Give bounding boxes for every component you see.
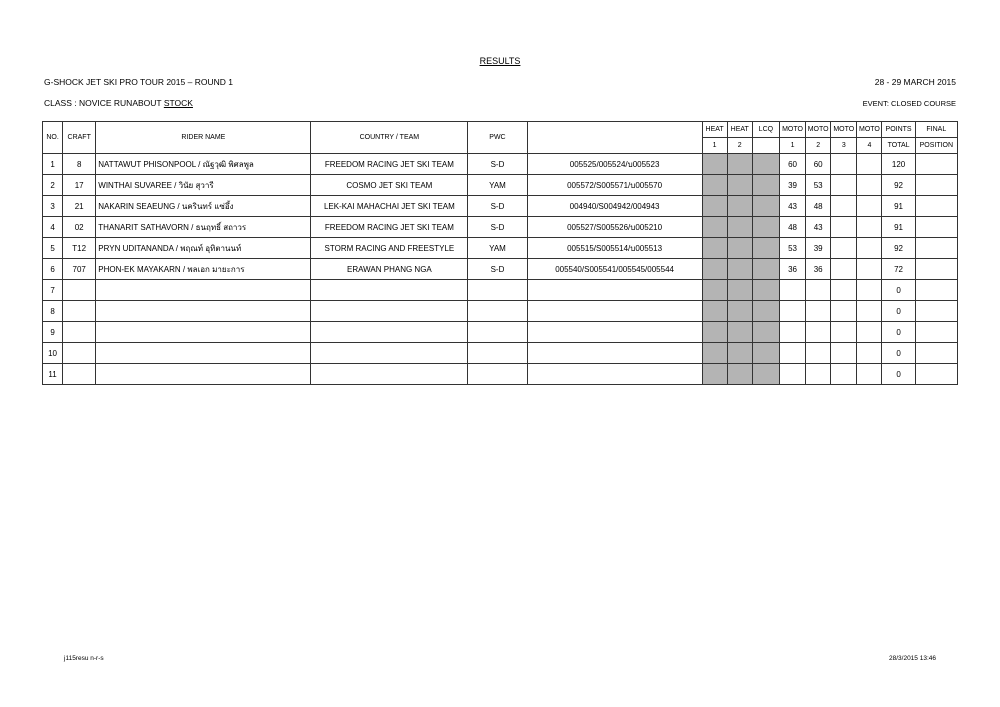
cell-pwc: S-D (468, 217, 527, 238)
cell-moto-3 (831, 238, 857, 259)
cell-final-position (915, 175, 957, 196)
cell-moto-2 (806, 364, 831, 385)
cell-heat-1 (702, 259, 727, 280)
cell-rider (96, 280, 311, 301)
cell-points-total: 0 (882, 280, 915, 301)
cell-no: 9 (43, 322, 63, 343)
cell-moto-1: 39 (779, 175, 805, 196)
table-row (43, 154, 958, 175)
cell-final-position (915, 301, 957, 322)
cell-points-total: 92 (882, 175, 915, 196)
cell-lcq (752, 175, 779, 196)
footer-timestamp: 28/3/2015 13:46 (889, 655, 936, 662)
footer-file: j115resu n-r-s (64, 655, 104, 662)
cell-moto-4 (857, 301, 882, 322)
cell-heat-2 (727, 343, 752, 364)
cell-craft (63, 364, 96, 385)
cell-serial: 005525/005524/บ005523 (527, 154, 702, 175)
cell-moto-3 (831, 364, 857, 385)
header-lcq: LCQ (752, 122, 779, 138)
event-name: G-SHOCK JET SKI PRO TOUR 2015 – ROUND 1 (44, 77, 233, 87)
table-row (43, 322, 958, 343)
cell-moto-1: 60 (779, 154, 805, 175)
cell-lcq (752, 154, 779, 175)
cell-heat-1 (702, 238, 727, 259)
header-heat-1: HEAT (702, 122, 727, 138)
cell-serial: 005540/S005541/005545/005544 (527, 259, 702, 280)
cell-no: 7 (43, 280, 63, 301)
cell-moto-4 (857, 364, 882, 385)
cell-team: COSMO JET SKI TEAM (311, 175, 468, 196)
cell-serial (527, 322, 702, 343)
cell-serial (527, 364, 702, 385)
header-rider: RIDER NAME (96, 122, 311, 154)
cell-final-position (915, 322, 957, 343)
cell-lcq (752, 196, 779, 217)
cell-moto-4 (857, 175, 882, 196)
cell-team: ERAWAN PHANG NGA (311, 259, 468, 280)
header-no: NO. (43, 122, 63, 154)
cell-points-total: 0 (882, 301, 915, 322)
cell-rider: PHON-EK MAYAKARN / พลเอก มายะการ (96, 259, 311, 280)
cell-heat-2 (727, 238, 752, 259)
header-row-1 (43, 122, 958, 138)
cell-heat-1 (702, 217, 727, 238)
table-row (43, 196, 958, 217)
cell-heat-1 (702, 343, 727, 364)
cell-craft (63, 322, 96, 343)
cell-heat-2 (727, 364, 752, 385)
cell-serial: 004940/S004942/004943 (527, 196, 702, 217)
cell-no: 10 (43, 343, 63, 364)
cell-moto-3 (831, 196, 857, 217)
cell-craft (63, 280, 96, 301)
cell-moto-2: 43 (806, 217, 831, 238)
cell-rider (96, 343, 311, 364)
cell-lcq (752, 217, 779, 238)
table-row (43, 301, 958, 322)
cell-pwc (468, 280, 527, 301)
cell-points-total: 72 (882, 259, 915, 280)
cell-no: 11 (43, 364, 63, 385)
cell-team: LEK-KAI MAHACHAI JET SKI TEAM (311, 196, 468, 217)
header-moto-2-num: 2 (806, 138, 831, 154)
cell-moto-4 (857, 343, 882, 364)
cell-moto-2 (806, 301, 831, 322)
header-country: COUNTRY / TEAM (311, 122, 468, 154)
table-row (43, 259, 958, 280)
cell-final-position (915, 154, 957, 175)
cell-pwc (468, 364, 527, 385)
cell-no: 3 (43, 196, 63, 217)
cell-craft: T12 (63, 238, 96, 259)
cell-final-position (915, 343, 957, 364)
cell-final-position (915, 196, 957, 217)
cell-heat-1 (702, 364, 727, 385)
cell-no: 8 (43, 301, 63, 322)
header-moto-4-num: 4 (857, 138, 882, 154)
cell-points-total: 0 (882, 343, 915, 364)
header-moto-4: MOTO (857, 122, 882, 138)
cell-lcq (752, 322, 779, 343)
cell-moto-3 (831, 322, 857, 343)
header-moto-1-num: 1 (779, 138, 805, 154)
cell-craft (63, 343, 96, 364)
cell-moto-3 (831, 280, 857, 301)
cell-serial: 005515/S005514/บ005513 (527, 238, 702, 259)
cell-serial (527, 301, 702, 322)
cell-rider: NAKARIN SEAEUNG / นครินทร์ แซ่อึ้ง (96, 196, 311, 217)
cell-rider (96, 301, 311, 322)
cell-craft: 02 (63, 217, 96, 238)
cell-moto-4 (857, 280, 882, 301)
cell-serial (527, 280, 702, 301)
cell-moto-2: 39 (806, 238, 831, 259)
cell-lcq (752, 301, 779, 322)
cell-rider (96, 364, 311, 385)
cell-heat-2 (727, 175, 752, 196)
cell-moto-2: 53 (806, 175, 831, 196)
cell-moto-1: 43 (779, 196, 805, 217)
cell-pwc (468, 343, 527, 364)
header-heat-2: HEAT (727, 122, 752, 138)
cell-no: 6 (43, 259, 63, 280)
cell-heat-1 (702, 154, 727, 175)
cell-heat-2 (727, 259, 752, 280)
cell-rider (96, 322, 311, 343)
table-row (43, 364, 958, 385)
cell-serial (527, 343, 702, 364)
cell-heat-1 (702, 280, 727, 301)
cell-points-total: 92 (882, 238, 915, 259)
cell-team (311, 343, 468, 364)
cell-pwc (468, 301, 527, 322)
cell-pwc: S-D (468, 259, 527, 280)
cell-moto-3 (831, 259, 857, 280)
cell-final-position (915, 238, 957, 259)
cell-moto-2: 48 (806, 196, 831, 217)
cell-team: STORM RACING AND FREESTYLE (311, 238, 468, 259)
header-final: FINAL (915, 122, 957, 138)
page-title: RESULTS (479, 56, 521, 66)
cell-final-position (915, 364, 957, 385)
event-date: 28 - 29 MARCH 2015 (874, 77, 956, 87)
cell-heat-2 (727, 196, 752, 217)
cell-lcq (752, 280, 779, 301)
header-moto-3: MOTO (831, 122, 857, 138)
cell-points-total: 0 (882, 322, 915, 343)
cell-team: FREEDOM RACING JET SKI TEAM (311, 217, 468, 238)
cell-heat-2 (727, 154, 752, 175)
cell-moto-2 (806, 343, 831, 364)
cell-moto-1 (779, 322, 805, 343)
table-row (43, 343, 958, 364)
header-total: TOTAL (882, 138, 915, 154)
cell-heat-1 (702, 301, 727, 322)
cell-moto-1: 53 (779, 238, 805, 259)
class-line (44, 98, 193, 108)
cell-pwc (468, 322, 527, 343)
cell-points-total: 91 (882, 196, 915, 217)
cell-heat-2 (727, 322, 752, 343)
cell-moto-3 (831, 175, 857, 196)
cell-pwc: S-D (468, 154, 527, 175)
cell-team (311, 364, 468, 385)
cell-serial: 005572/S005571/บ005570 (527, 175, 702, 196)
cell-moto-2 (806, 322, 831, 343)
header-points: POINTS (882, 122, 915, 138)
results-body (43, 154, 958, 385)
cell-moto-4 (857, 238, 882, 259)
cell-rider: PRYN UDITANANDA / พฤณท์ อุทิตานนท์ (96, 238, 311, 259)
cell-moto-1 (779, 343, 805, 364)
cell-moto-1: 36 (779, 259, 805, 280)
cell-points-total: 0 (882, 364, 915, 385)
cell-craft: 8 (63, 154, 96, 175)
cell-moto-2 (806, 280, 831, 301)
cell-team (311, 301, 468, 322)
cell-rider: WINTHAI SUVAREE / วินัย สุวารี (96, 175, 311, 196)
header-serial (527, 122, 702, 154)
header-craft: CRAFT (63, 122, 96, 154)
cell-heat-2 (727, 301, 752, 322)
cell-moto-3 (831, 154, 857, 175)
class-category: STOCK (163, 98, 193, 108)
cell-final-position (915, 217, 957, 238)
cell-moto-4 (857, 196, 882, 217)
cell-lcq (752, 259, 779, 280)
cell-points-total: 120 (882, 154, 915, 175)
cell-craft: 21 (63, 196, 96, 217)
cell-no: 2 (43, 175, 63, 196)
header-moto-2: MOTO (806, 122, 831, 138)
cell-moto-2: 60 (806, 154, 831, 175)
header-moto-1: MOTO (779, 122, 805, 138)
cell-heat-1 (702, 196, 727, 217)
cell-rider: NATTAWUT PHISONPOOL / ณัฐวุฒิ พิศลพูล (96, 154, 311, 175)
cell-moto-2: 36 (806, 259, 831, 280)
cell-craft: 17 (63, 175, 96, 196)
cell-craft: 707 (63, 259, 96, 280)
cell-heat-1 (702, 175, 727, 196)
cell-moto-4 (857, 217, 882, 238)
header-pwc: PWC (468, 122, 527, 154)
table-row (43, 238, 958, 259)
cell-pwc: YAM (468, 238, 527, 259)
header-heat-1-num: 1 (702, 138, 727, 154)
cell-team: FREEDOM RACING JET SKI TEAM (311, 154, 468, 175)
cell-points-total: 91 (882, 217, 915, 238)
cell-moto-4 (857, 154, 882, 175)
cell-heat-2 (727, 217, 752, 238)
cell-final-position (915, 280, 957, 301)
table-row (43, 280, 958, 301)
cell-pwc: S-D (468, 196, 527, 217)
cell-craft (63, 301, 96, 322)
cell-team (311, 280, 468, 301)
cell-team (311, 322, 468, 343)
table-row (43, 217, 958, 238)
cell-lcq (752, 238, 779, 259)
results-table (42, 121, 958, 385)
cell-moto-4 (857, 322, 882, 343)
cell-no: 4 (43, 217, 63, 238)
class-label: CLASS : NOVICE RUNABOUT (44, 98, 164, 108)
event-type: EVENT: CLOSED COURSE (862, 99, 956, 108)
cell-lcq (752, 343, 779, 364)
cell-rider: THANARIT SATHAVORN / ธนฤทธิ์ สถาวร (96, 217, 311, 238)
table-row (43, 175, 958, 196)
header-heat-2-num: 2 (727, 138, 752, 154)
cell-moto-1 (779, 301, 805, 322)
header-position: POSITION (915, 138, 957, 154)
cell-moto-3 (831, 301, 857, 322)
cell-no: 1 (43, 154, 63, 175)
cell-moto-1 (779, 364, 805, 385)
cell-pwc: YAM (468, 175, 527, 196)
cell-moto-4 (857, 259, 882, 280)
cell-moto-3 (831, 217, 857, 238)
cell-moto-1 (779, 280, 805, 301)
cell-lcq (752, 364, 779, 385)
cell-heat-2 (727, 280, 752, 301)
cell-moto-1: 48 (779, 217, 805, 238)
cell-final-position (915, 259, 957, 280)
cell-serial: 005527/S005526/บ005210 (527, 217, 702, 238)
header-lcq-sub (752, 138, 779, 154)
cell-no: 5 (43, 238, 63, 259)
header-moto-3-num: 3 (831, 138, 857, 154)
cell-heat-1 (702, 322, 727, 343)
cell-moto-3 (831, 343, 857, 364)
